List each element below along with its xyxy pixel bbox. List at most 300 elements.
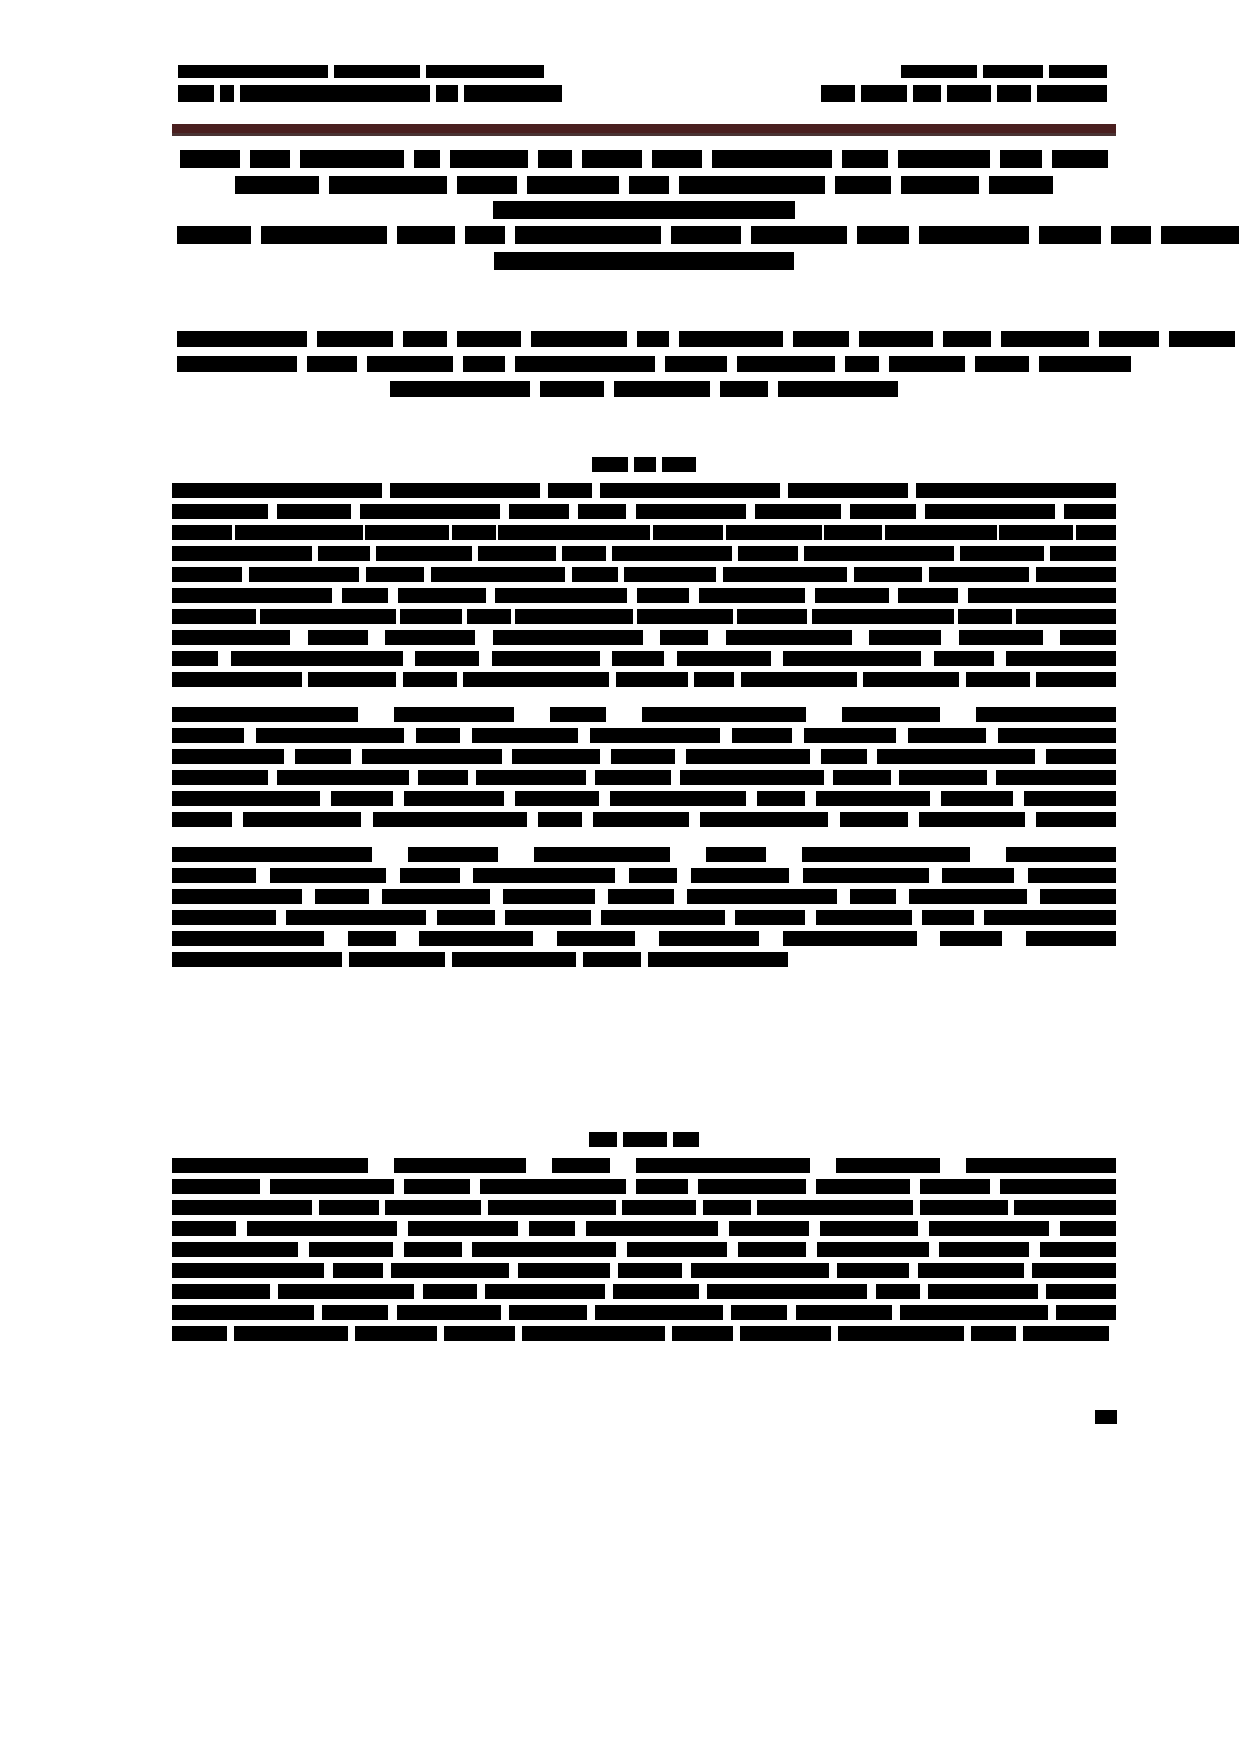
redaction-bar [404,1179,470,1194]
redaction-bar [308,672,396,687]
text-line [172,670,1116,689]
redaction-bar [999,525,1073,540]
redaction-bar [548,483,592,498]
redaction-bar [1037,85,1107,102]
redaction-bar [629,176,669,194]
redaction-bar [1046,749,1116,764]
redaction-bar [572,567,618,582]
text-line [172,1240,1116,1259]
text-line [172,1324,1116,1343]
redaction-bar [659,931,759,946]
redaction-bar [660,630,708,645]
redaction-bar [788,483,908,498]
redaction-bar [522,1326,665,1341]
redaction-bar [300,150,404,168]
redaction-bar [637,588,689,603]
redaction-bar [172,847,372,862]
redaction-bar [557,931,635,946]
redaction-bar [582,150,642,168]
redaction-bar [1040,889,1116,904]
text-line [172,768,1116,787]
redaction-bar [172,1179,260,1194]
redaction-bar [627,1242,727,1257]
redaction-bar [480,1179,626,1194]
redaction-bar [334,65,420,78]
redaction-bar [444,1326,514,1341]
redaction-bar [503,889,595,904]
redaction-bar [382,889,490,904]
redaction-bar [515,226,661,244]
redaction-bar [737,356,835,372]
redaction-bar [403,672,457,687]
redaction-bar [665,356,727,372]
redaction-bar [423,1284,477,1299]
redaction-bar [349,952,445,967]
redaction-bar [256,728,404,743]
redaction-bar [172,546,312,561]
redaction-bar [172,812,232,827]
redaction-bar [934,651,994,666]
redaction-bar [492,651,600,666]
redaction-bar [172,770,268,785]
redaction-bar [857,226,909,244]
redaction-bar [723,567,847,582]
redaction-bar [394,1158,526,1173]
text-line [172,226,1116,244]
redaction-bar [362,749,502,764]
redaction-bar [1000,1179,1116,1194]
redaction-bar [850,504,916,519]
redaction-bar [391,1263,509,1278]
redaction-bar [611,749,675,764]
redaction-bar [277,770,409,785]
redaction-bar [869,630,941,645]
redaction-bar [415,651,479,666]
redaction-bar [172,1158,368,1173]
redaction-bar [634,457,656,472]
redaction-bar [317,331,393,347]
redaction-bar [172,868,256,883]
text-line [172,929,1116,948]
redaction-bar [365,525,449,540]
redaction-bar [726,630,852,645]
redaction-bar [698,1179,806,1194]
redaction-bar [908,728,986,743]
redaction-bar [610,791,746,806]
redaction-bar [637,609,733,624]
text-line [172,565,1116,584]
redaction-bar [172,1242,298,1257]
redaction-bar [172,1221,236,1236]
text-line [172,355,1116,373]
redaction-bar [592,457,628,472]
redaction-bar [662,457,696,472]
redaction-bar [529,1221,575,1236]
redaction-bar [720,381,768,397]
text-line [172,607,1116,626]
text-line [172,544,1116,563]
text-line [172,789,1116,808]
redaction-bar [687,889,837,904]
redaction-bar [623,1132,667,1147]
redaction-bar [845,356,879,372]
redaction-bar [840,812,908,827]
redaction-bar [172,609,256,624]
redaction-bar [360,504,500,519]
redaction-bar [916,483,1116,498]
redaction-bar [614,381,710,397]
redaction-bar [509,1305,587,1320]
text-line [172,628,1116,647]
redaction-bar [286,910,426,925]
redaction-bar [416,728,460,743]
redaction-bar [1039,226,1101,244]
redaction-bar [757,791,805,806]
redaction-bar [322,1305,388,1320]
redaction-bar [414,150,440,168]
redaction-bar [463,672,609,687]
redaction-bar [307,356,357,372]
text-line [172,330,1116,348]
redaction-bar [636,504,746,519]
redaction-bar [751,226,847,244]
redaction-bar [1099,331,1159,347]
section-2 [172,1130,1116,1345]
paragraph [172,1156,1116,1343]
redaction-bar [355,1326,437,1341]
redaction-bar [821,85,855,102]
redaction-bar [1052,150,1108,168]
text-line [172,845,1116,864]
redaction-bar [940,931,1002,946]
redaction-bar [465,226,505,244]
masthead-left-2 [178,84,568,102]
redaction-bar [172,1263,324,1278]
redaction-bar [473,868,615,883]
redaction-bar [778,381,898,397]
redaction-bar [803,868,929,883]
redaction-bar [277,504,351,519]
redaction-bar [898,588,958,603]
redaction-bar [939,1242,1029,1257]
redaction-bar [437,910,495,925]
text-line [172,726,1116,745]
redaction-bar [815,588,889,603]
redaction-bar [589,1132,617,1147]
page-number [1095,1408,1117,1426]
redaction-bar [817,1242,929,1257]
redaction-bar [515,609,633,624]
redaction-bar [172,889,302,904]
redaction-bar [318,546,370,561]
redaction-bar [467,609,511,624]
redaction-bar [329,176,447,194]
redaction-bar [755,504,841,519]
redaction-bar [929,1221,1049,1236]
redaction-bar [373,812,527,827]
redaction-bar [1049,65,1107,78]
redaction-bar [436,85,458,102]
redaction-bar [172,567,242,582]
redaction-bar [235,525,363,540]
redaction-bar [612,546,732,561]
redaction-bar [243,812,361,827]
redaction-bar [600,483,780,498]
redaction-bar [804,546,954,561]
redaction-bar [1016,609,1116,624]
redaction-bar [172,1305,314,1320]
redaction-bar [172,931,324,946]
redaction-bar [835,176,891,194]
redaction-bar [586,1221,718,1236]
redaction-bar [172,651,218,666]
text-line [172,866,1116,885]
redaction-bar [309,1242,393,1257]
redaction-bar [1036,812,1116,827]
redaction-bar [397,226,455,244]
redaction-bar [796,1305,892,1320]
redaction-bar [816,791,930,806]
redaction-bar [802,847,970,862]
redaction-bar [694,672,734,687]
redaction-bar [680,770,824,785]
redaction-bar [920,1200,1008,1215]
redaction-bar [476,770,586,785]
masthead-right-1 [901,62,1113,80]
redaction-bar [653,525,723,540]
text-line [172,1261,1116,1280]
redaction-bar [1060,1221,1116,1236]
redaction-bar [397,1305,501,1320]
redaction-bar [816,1179,910,1194]
redaction-bar [1064,504,1116,519]
redaction-bar [642,707,806,722]
redaction-bar [837,1263,909,1278]
redaction-bar [172,1326,227,1341]
redaction-bar [518,1263,610,1278]
redaction-bar [1111,226,1151,244]
redaction-bar [178,65,328,78]
redaction-bar [278,1284,414,1299]
redaction-bar [735,910,805,925]
redaction-bar [498,525,650,540]
redaction-bar [172,525,232,540]
redaction-bar [741,672,857,687]
redaction-bar [385,630,475,645]
redaction-bar [472,728,578,743]
redaction-bar [997,85,1031,102]
redaction-bar [820,1221,918,1236]
redaction-bar [959,630,1043,645]
redaction-bar [941,791,1013,806]
redaction-bar [942,868,1014,883]
redaction-bar [505,910,591,925]
text-line [172,1156,1116,1175]
header-rule-shadow [172,133,1116,136]
paragraph [172,845,1116,969]
redaction-bar [976,707,1116,722]
redaction-bar [342,588,388,603]
redaction-bar [398,588,486,603]
redaction-bar [488,1200,616,1215]
redaction-bar [247,1221,397,1236]
redaction-bar [540,381,604,397]
redaction-bar [172,749,284,764]
masthead-right-2 [821,84,1113,102]
redaction-bar [472,1242,616,1257]
redaction-bar [450,150,528,168]
redaction-bar [673,1132,699,1147]
redaction-bar [1006,847,1116,862]
redaction-bar [270,1179,394,1194]
redaction-bar [616,672,688,687]
redaction-bar [989,176,1053,194]
redaction-bar [738,1242,806,1257]
text-line [172,1177,1116,1196]
redaction-bar [677,651,771,666]
redaction-bar [464,85,562,102]
redaction-bar [385,1200,481,1215]
redaction-bar [622,1200,696,1215]
redaction-bar [913,85,941,102]
redaction-bar [707,1284,867,1299]
redaction-bar [261,226,387,244]
redaction-bar [812,609,954,624]
redaction-bar [494,252,794,270]
paragraph-gap [172,691,1116,705]
redaction-bar [920,1179,990,1194]
paragraph [172,705,1116,829]
redaction-bar [816,910,912,925]
redaction-bar [1001,331,1089,347]
redaction-bar [552,1158,610,1173]
redaction-bar [177,331,307,347]
redaction-bar [671,226,741,244]
redaction-bar [691,868,789,883]
redaction-bar [613,1284,699,1299]
redaction-bar [404,791,504,806]
paragraph-gap [172,831,1116,845]
redaction-bar [901,176,979,194]
text-line [172,251,1116,269]
redaction-bar [515,791,599,806]
redaction-bar [900,1305,1048,1320]
redaction-bar [331,791,393,806]
header-rule [172,124,1116,133]
text-line [172,1198,1116,1217]
redaction-bar [648,952,788,967]
redaction-bar [172,483,382,498]
redaction-bar [452,525,496,540]
redaction-bar [783,931,917,946]
redaction-bar [740,1326,831,1341]
redaction-bar [1046,1284,1116,1299]
redaction-bar [859,331,933,347]
redaction-bar [1060,630,1116,645]
text-line [172,1219,1116,1238]
section-1 [172,455,1116,971]
redaction-bar [1095,1410,1117,1424]
redaction-bar [919,812,1025,827]
redaction-bar [220,85,234,102]
redaction-bar [562,546,606,561]
redaction-bar [177,356,297,372]
redaction-bar [960,546,1044,561]
redaction-bar [172,504,268,519]
redaction-bar [234,1326,348,1341]
redaction-bar [836,1158,940,1173]
text-line [172,887,1116,906]
redaction-bar [838,1326,964,1341]
redaction-bar [367,356,453,372]
redaction-bar [699,588,805,603]
redaction-bar [783,651,921,666]
redaction-bar [757,1200,913,1215]
section-heading [172,1130,1116,1148]
redaction-bar [738,546,798,561]
redaction-bar [485,1284,605,1299]
redaction-bar [996,770,1116,785]
redaction-bar [457,331,521,347]
redaction-bar [679,176,825,194]
redaction-bar [1032,1263,1116,1278]
redaction-bar [1026,931,1116,946]
redaction-bar [842,150,888,168]
redaction-bar [737,609,807,624]
redaction-bar [1028,868,1116,883]
redaction-bar [319,1200,379,1215]
redaction-bar [983,65,1043,78]
redaction-bar [531,331,627,347]
redaction-bar [726,525,822,540]
redaction-bar [732,728,792,743]
redaction-bar [1040,1242,1116,1257]
text-line [172,380,1116,398]
redaction-bar [235,176,319,194]
redaction-bar [1024,791,1116,806]
redaction-bar [877,749,1035,764]
redaction-bar [534,847,670,862]
redaction-bar [172,1284,270,1299]
redaction-bar [971,1326,1017,1341]
redaction-bar [408,1221,518,1236]
redaction-bar [1000,150,1042,168]
redaction-bar [842,707,940,722]
redaction-bar [509,504,569,519]
redaction-bar [527,176,619,194]
redaction-bar [929,567,1029,582]
redaction-bar [636,1179,688,1194]
redaction-bar [270,868,386,883]
redaction-bar [463,356,505,372]
redaction-bar [452,952,576,967]
redaction-bar [376,546,472,561]
redaction-bar [612,651,664,666]
redaction-bar [366,567,424,582]
redaction-bar [966,672,1030,687]
redaction-bar [1023,1326,1109,1341]
text-line [172,523,1116,542]
redaction-bar [172,588,332,603]
redaction-bar [968,588,1116,603]
redaction-bar [804,728,896,743]
redaction-bar [1056,1305,1116,1320]
redaction-bar [515,356,655,372]
redaction-bar [250,150,290,168]
masthead-row-1 [178,62,1113,80]
redaction-bar [172,728,244,743]
redaction-bar [400,609,462,624]
